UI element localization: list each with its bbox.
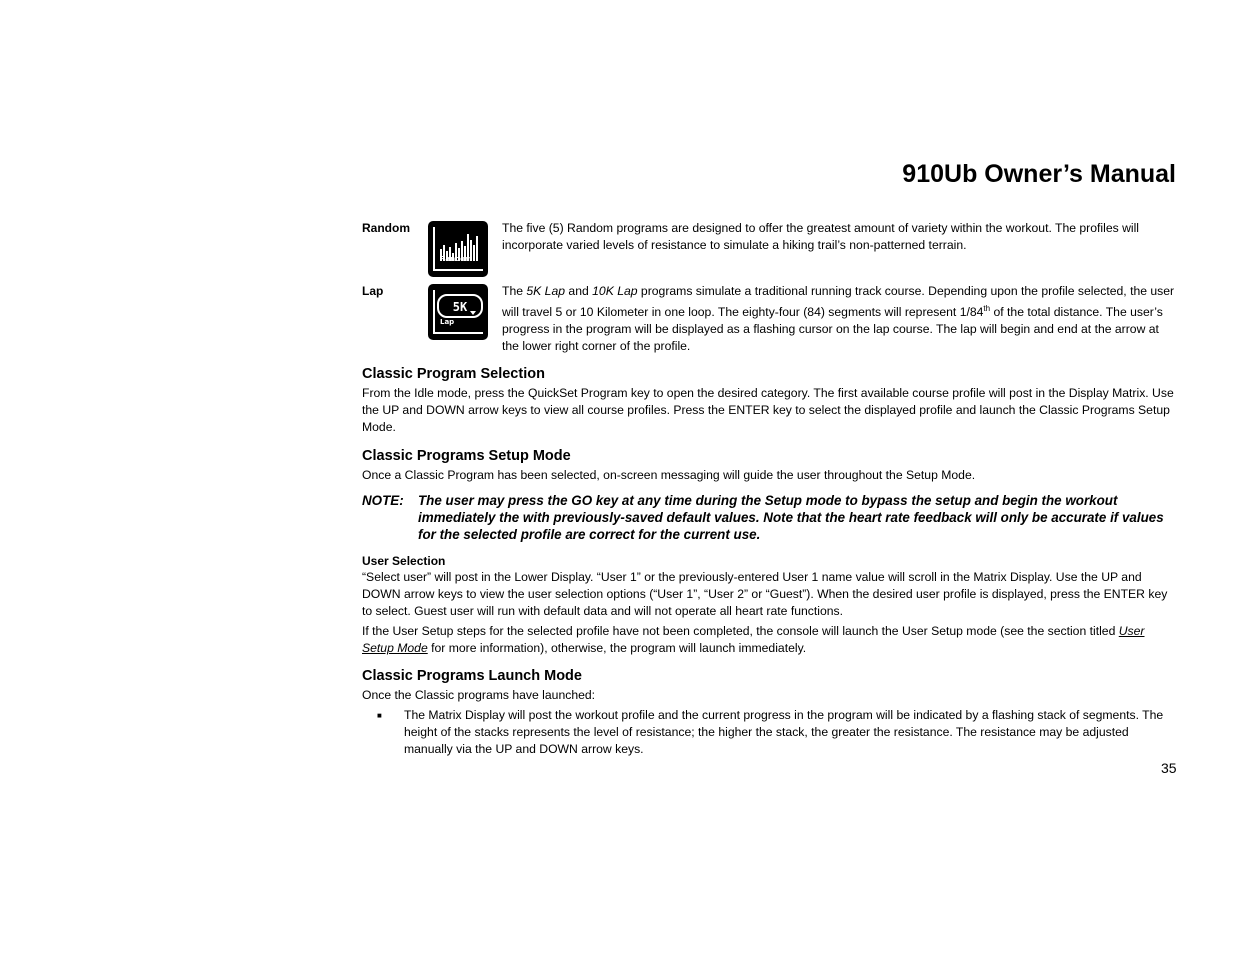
section-launch-mode <box>362 667 1176 758</box>
heading-program-selection: Classic Program Selection <box>362 366 545 383</box>
section-setup-mode <box>362 447 1176 543</box>
program-label-lap: Lap <box>362 284 384 298</box>
setup-mode-body: Once a Classic Program has been selected, on-screen messaging will guide the user throughout the Setup Mode. <box>362 468 976 483</box>
section-program-selection <box>362 365 1176 436</box>
bullet-text: The Matrix Display will post the workout profile and the current progress in the program will be indicated by a flashing stack of segments. The height of the stacks represents the level of resistance; the higher the stack, the greater the resistance. The resistance may be adjusted manually via the UP and DOWN arrow keys. <box>404 708 1164 757</box>
lap-track-icon <box>428 284 488 340</box>
heading-launch-mode: Classic Programs Launch Mode <box>362 668 582 685</box>
lap-description: The 5K Lap and 10K Lap programs simulate a traditional running track course. Depending upon the profile selected, the user will travel 5 or 10 Kilometer in one loop. The eighty-four (84) segments will represent 1/84th of the total distance. The user’s progress in the program will be displayed as a flashing cursor on the lap course. The lap will begin and end at the arrow at the lower right corner of the profile. <box>502 284 1175 354</box>
random-profile-icon <box>428 221 488 277</box>
heading-user-selection: User Selection <box>362 554 446 569</box>
heading-setup-mode: Classic Programs Setup Mode <box>362 448 571 465</box>
random-icon-text: Random <box>440 255 473 263</box>
program-lap <box>362 283 1176 355</box>
program-label-random: Random <box>362 221 410 235</box>
user-selection-body: “Select user” will post in the Lower Display. “User 1” or the previously-entered User 1 name value will scroll in the Matrix Display. Use the UP and DOWN arrow keys to view the user selection options (“User 1”, “User 2” or “Guest”). When the desired user profile is displayed, press the ENTER key to select. Guest user will run with default data and will not operate all heart rate functions. <box>362 570 1168 619</box>
page-number: 35 <box>1161 760 1177 776</box>
random-description: The five (5) Random programs are designed to offer the greatest amount of variety within the workout. The profiles will incorporate varied levels of resistance to simulate a hiking trail’s non-patterned terrain. <box>502 221 1139 252</box>
launch-mode-intro: Once the Classic programs have launched: <box>362 688 596 703</box>
list-item <box>362 707 1176 758</box>
note-label: NOTE: <box>362 493 404 509</box>
bullet-marker: ■ <box>377 711 382 721</box>
document-title: 910Ub Owner’s Manual <box>902 160 1176 188</box>
page-content <box>362 220 1176 758</box>
user-setup-paragraph: If the User Setup steps for the selected profile have not been completed, the console will launch the User Setup mode (see the section titled User Setup Mode for more information), otherwise, the program will launch immediately. <box>362 624 1145 656</box>
lap-badge: 5K <box>452 300 468 314</box>
user-setup-mode-link[interactable]: User Setup Mode <box>362 624 1145 656</box>
note-text: The user may press the GO key at any time during the Setup mode to bypass the setup and begin the workout immediately the with previously-saved default values. Note that the heart rate feedback will only be accurate if values for the selected profile are correct for the current use. <box>418 493 1164 543</box>
setup-note <box>362 492 1176 543</box>
lap-icon-text: Lap <box>440 318 455 326</box>
section-user-selection <box>362 553 1176 657</box>
program-selection-body: From the Idle mode, press the QuickSet Program key to open the desired category. The first available course profile will post in the Display Matrix. Use the UP and DOWN arrow keys to view all course profiles. Press the ENTER key to select the displayed profile and launch the Classic Programs Setup Mode. <box>362 386 1174 435</box>
program-random <box>362 220 1176 277</box>
